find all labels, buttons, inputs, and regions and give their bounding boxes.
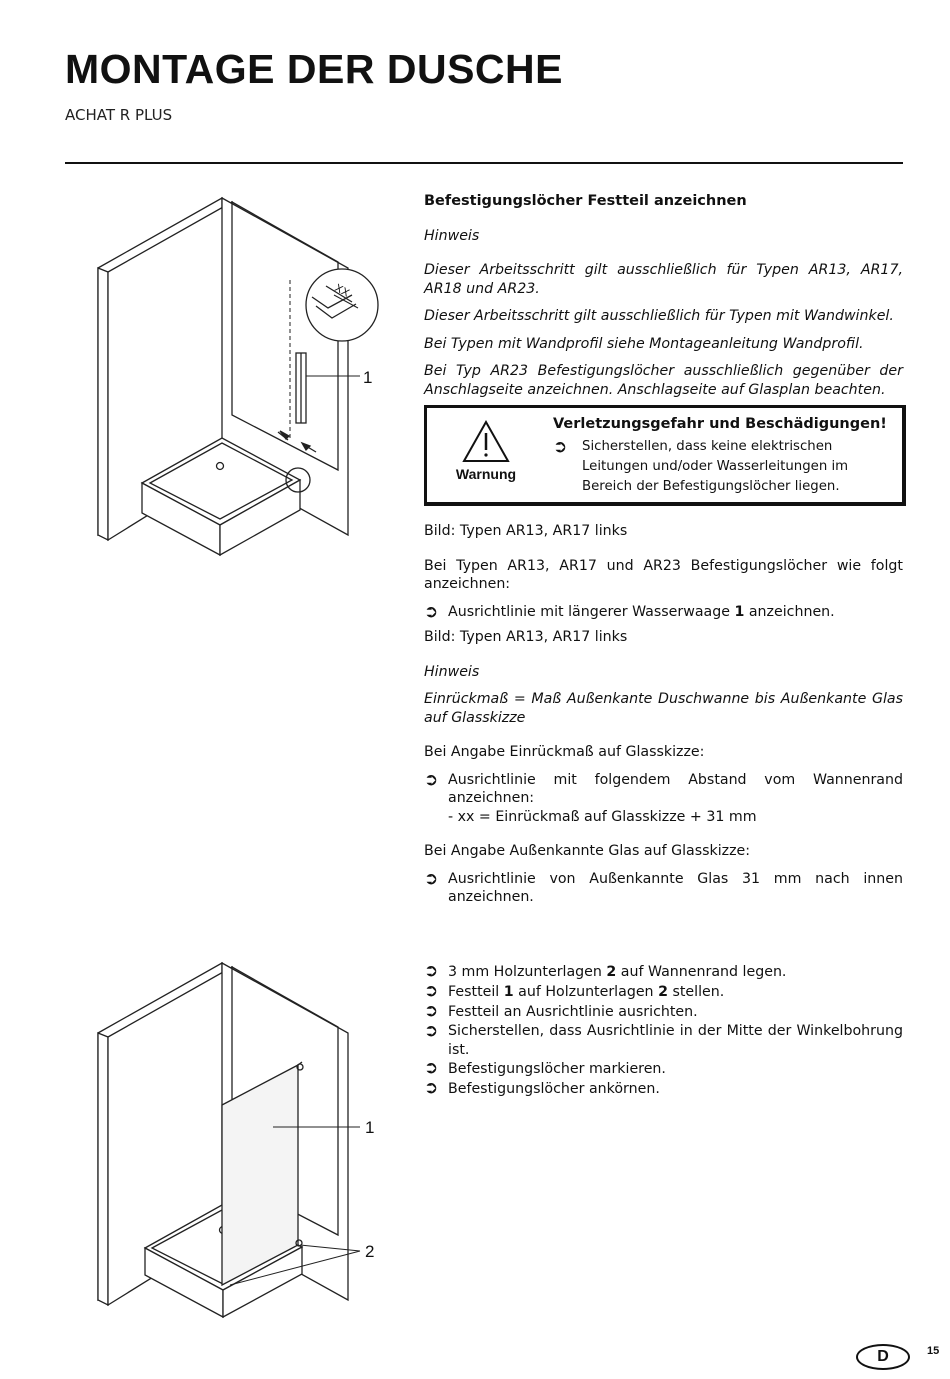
bullet-arrow-icon: ➲ (424, 981, 439, 1001)
step-item (424, 1022, 903, 1059)
step-item (424, 1002, 903, 1022)
bullet-arrow-icon: ➲ (424, 1001, 439, 1021)
step-item (424, 1059, 903, 1079)
step-item (424, 982, 903, 1002)
note-line: Einrückmaß = Maß Außenkante Duschwanne bis Außenkante Glas auf Glasskizze (424, 691, 903, 726)
step-item (424, 962, 903, 982)
step-text: auf Wannenrand legen. (616, 964, 787, 980)
bullet-arrow-icon: ➲ (424, 961, 439, 981)
bullet-arrow-icon: ➲ (424, 1021, 439, 1041)
step-text: Ausrichtlinie mit folgendem Abstand vom Wannenrand anzeichnen: (448, 771, 903, 806)
step-text: stellen. (667, 984, 725, 1000)
figure-caption: Bild: Typen AR13, AR17 links (424, 523, 628, 539)
section-fixing-holes (424, 192, 903, 399)
step-text: Festteil (448, 984, 504, 1000)
fig2-callout-2: 2 (365, 1242, 375, 1261)
bullet-arrow-icon: ➲ (424, 1078, 439, 1098)
step-text: Festteil an Ausrichtlinie ausrichten. (448, 1004, 698, 1020)
step-item (424, 870, 903, 907)
bullet-arrow-icon: ➲ (424, 769, 439, 790)
section-marking (424, 522, 903, 907)
step-item (424, 771, 903, 808)
note-line: Bei Typ AR23 Befestigungslöcher ausschließlich gegenüber der Anschlagseite anzeichnen. Anschlagseite auf Glasplan beachten. (424, 363, 903, 398)
note-label: Hinweis (424, 227, 480, 244)
step-item (424, 603, 903, 622)
step-text: Ausrichtlinie mit längerer Wasserwaage (448, 603, 735, 620)
step-text: Ausrichtlinie von Außenkannte Glas 31 mm nach innen anzeichnen. (448, 870, 903, 905)
warning-box (424, 405, 906, 506)
figure-fixed-panel (90, 955, 390, 1325)
item-number: 1 (503, 984, 514, 1000)
figure-alignment-line (90, 190, 390, 560)
warning-triangle-icon (427, 408, 545, 468)
bullet-arrow-icon: ➲ (424, 1058, 439, 1078)
intro-text: Bei Typen AR13, AR17 und AR23 Befestigungslöcher wie folgt anzeichnen: (424, 557, 903, 592)
section-mounting (424, 962, 903, 1099)
header-divider (65, 162, 903, 164)
warning-text: Sicherstellen, dass keine elektrischen Leitungen und/oder Wasserleitungen im Bereich der Befestigungslöcher liegen. (582, 439, 849, 494)
note-label: Hinweis (424, 663, 480, 680)
bullet-arrow-icon: ➲ (424, 868, 439, 889)
page-number: 15 (927, 1345, 940, 1357)
note-line: Dieser Arbeitsschritt gilt ausschließlich für Typen mit Wandwinkel. (424, 308, 894, 324)
warning-symbol (427, 408, 545, 502)
note-line: Bei Typen mit Wandprofil siehe Montageanleitung Wandprofil. (424, 335, 864, 352)
step-text: Befestigungslöcher markieren. (448, 1061, 666, 1077)
step-text: 3 mm Holzunterlagen (448, 964, 607, 980)
bullet-arrow-icon: ➲ (424, 601, 439, 622)
step-text: auf Holzunterlagen (513, 984, 659, 1000)
bullet-arrow-icon: ➲ (553, 437, 568, 457)
step-text: anzeichnen. (744, 603, 835, 620)
item-number: 2 (658, 984, 668, 1000)
warning-label: Warnung (455, 466, 517, 482)
item-number: 1 (734, 603, 745, 620)
sub-item: - xx = Einrückmaß auf Glasskizze + 31 mm (448, 808, 757, 825)
fig2-callout-1: 1 (365, 1118, 375, 1137)
section-heading: Befestigungslöcher Festteil anzeichnen (424, 193, 747, 209)
warning-title: Verletzungsgefahr und Beschädigungen! (553, 416, 887, 432)
fig1-dim-label: XX (332, 282, 352, 300)
step-item (424, 1079, 903, 1099)
fig1-callout-1: 1 (363, 368, 373, 387)
item-number: 2 (606, 964, 617, 980)
step-text: Sicherstellen, dass Ausrichtlinie in der Mitte der Winkelbohrung ist. (448, 1023, 903, 1058)
step-text: Befestigungslöcher ankörnen. (448, 1081, 660, 1097)
figure-caption: Bild: Typen AR13, AR17 links (424, 629, 628, 645)
note-line: Dieser Arbeitsschritt gilt ausschließlich für Typen AR13, AR17, AR18 und AR23. (424, 262, 903, 297)
language-badge: D (856, 1344, 910, 1370)
page-title: MONTAGE DER DUSCHE (65, 46, 563, 92)
case-heading: Bei Angabe Außenkannte Glas auf Glasskizze: (424, 843, 751, 859)
case-heading: Bei Angabe Einrückmaß auf Glasskizze: (424, 744, 705, 760)
page-subtitle: ACHAT R PLUS (65, 106, 173, 124)
